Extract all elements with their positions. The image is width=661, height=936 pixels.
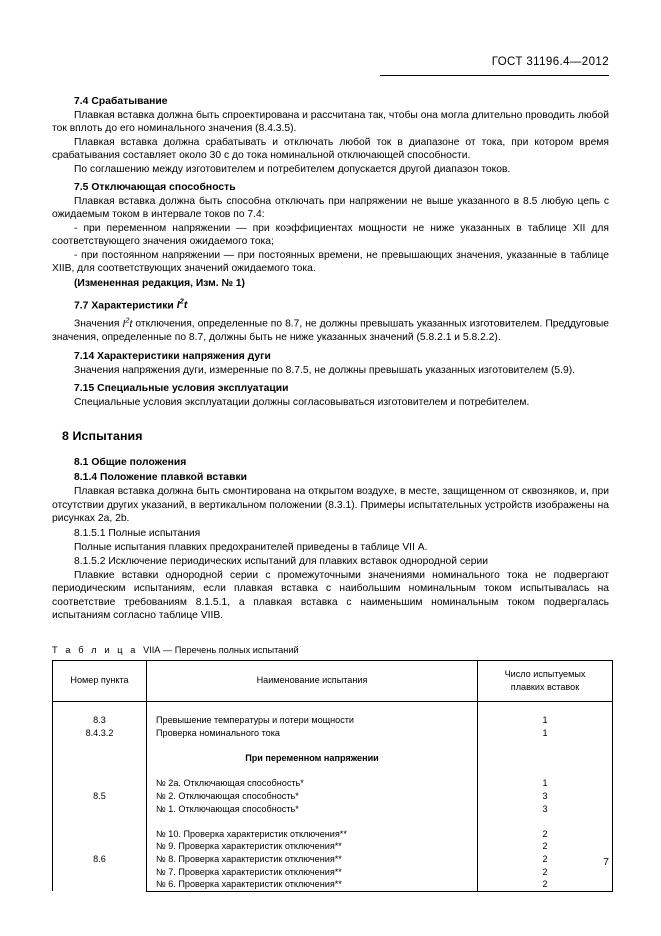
paragraph-7-14: Значения напряжения дуги, измеренные по 8.7.5, не должны превышать указанных изготовителем (5.9). <box>74 364 575 376</box>
table-caption <box>52 645 609 655</box>
table-row <box>53 727 613 740</box>
cell-test-name: Проверка номинального тока <box>147 727 478 740</box>
cell-fuse-count: 2 <box>478 853 613 866</box>
cell-test-name: № 2а. Отключающая способность* <box>147 777 478 790</box>
paragraph-7-5-2: - при переменном напряжении — при коэффициентах мощности не ниже указанных в таблице XII для соответствующего значения ожидаемого тока; <box>52 222 609 248</box>
table-caption-label: Т а б л и ц а <box>52 644 138 655</box>
clause-8-1-5-1: 8.1.5.1 Полные испытания <box>74 527 201 539</box>
table-spacer-row <box>53 701 613 714</box>
paragraph-7-7-after: отключения, определенные по 8.7, не должны превышать указанных изготовителем. Преддуговые значения, определенные по 8.7, должны быть не ниже указанных значений (5.8.2.1 и 5.8.2.2). <box>52 318 609 344</box>
paragraph-7-4-1: Плавкая вставка должна быть спроектирована и рассчитана так, чтобы она могла длительно проводить любой ток вплоть до его номинального значения (8.4.3.5). <box>52 110 609 135</box>
i2t-exponent: 2 <box>179 296 184 306</box>
column-header-fuse-count-line2: плавких вставок <box>510 681 580 692</box>
header-rule <box>380 75 609 76</box>
paragraph-8-1-5-2: Плавкие вставки однородной серии с промежуточными значениями номинального тока не подвергают периодическим испытаниям, если плавкая вставка с наибольшим номинальным током испытывалась на соответствие требованиям 8.1.5.1, а плавкая вставка с наименьшим номинальным током подвергалась испытаниям согласно таблице VIIВ. <box>52 569 609 622</box>
paragraph-8-1-5-1: Полные испытания плавких предохранителей приведены в таблице VII А. <box>74 541 428 553</box>
heading-7-5: 7.5 Отключающая способность <box>74 182 236 194</box>
standard-title: ГОСТ 31196.4—2012 <box>491 56 609 68</box>
column-header-test-name: Наименование испытания <box>147 660 478 701</box>
cell-test-name: № 8. Проверка характеристик отключения** <box>147 853 478 866</box>
cell-fuse-count: 2 <box>478 878 613 891</box>
cell-clause-number-8-6: 8.6 <box>53 828 147 891</box>
table-body <box>53 701 613 891</box>
i2t-symbol-inline <box>122 315 133 330</box>
spacer-cell-count <box>478 765 613 778</box>
column-header-clause-number: Номер пункта <box>53 660 147 701</box>
cell-fuse-count: 3 <box>478 802 613 815</box>
heading-7-7-prefix: 7.7 Характеристики <box>74 300 177 312</box>
table-row <box>53 714 613 727</box>
table-spacer-row <box>53 815 613 828</box>
table-row <box>53 777 613 790</box>
table-head <box>53 660 613 701</box>
cell-clause-number: 8.4.3.2 <box>53 727 147 740</box>
clause-8-1-5-2: 8.1.5.2 Исключение периодических испытаний для плавких вставок однородной серии <box>74 555 489 567</box>
cell-test-name: № 6. Проверка характеристик отключения** <box>147 878 478 891</box>
cell-fuse-count: 2 <box>478 828 613 841</box>
column-header-fuse-count <box>478 660 613 701</box>
heading-8-1: 8.1 Общие положения <box>74 457 187 469</box>
spacer-cell-count <box>478 739 613 752</box>
spacer-cell-name <box>147 815 478 828</box>
cell-fuse-count: 2 <box>478 865 613 878</box>
table-row <box>53 828 613 841</box>
heading-7-7 <box>52 297 609 311</box>
cell-test-name: № 2. Отключающая способность* <box>147 790 478 803</box>
spacer-cell-count <box>478 815 613 828</box>
table-caption-text: — Перечень полных испытаний <box>163 644 299 655</box>
cell-fuse-count: 1 <box>478 714 613 727</box>
cell-test-name: № 9. Проверка характеристик отключения** <box>147 840 478 853</box>
table-subheader-row <box>53 752 613 765</box>
cell-fuse-count: 2 <box>478 840 613 853</box>
paragraph-7-4-3: По соглашению между изготовителем и потребителем допускается другой диапазон токов. <box>74 163 511 175</box>
subheader-cell-empty-count <box>478 752 613 765</box>
paragraph-8-1-4: Плавкая вставка должна быть смонтирована на открытом воздухе, в месте, защищенном от сквозняков, и, при отсутствии других указаний, в вертикальном положении (8.3.1). Примеры испытательных устройств изображены на рисунках 2а, 2b. <box>52 486 609 525</box>
paragraph-7-7 <box>52 313 609 344</box>
i2t-tail-inline: t <box>129 318 133 330</box>
spacer-cell-name <box>147 739 478 752</box>
spacer-cell-name <box>147 701 478 714</box>
cell-test-name: № 10. Проверка характеристик отключения** <box>147 828 478 841</box>
column-header-fuse-count-line1: Число испытуемых <box>504 669 586 680</box>
heading-7-4: 7.4 Срабатывание <box>74 96 168 107</box>
cell-test-name: Превышение температуры и потери мощности <box>147 714 478 727</box>
page-header <box>309 56 609 68</box>
i2t-exponent-inline: 2 <box>125 315 130 325</box>
subheader-ac-voltage: При переменном напряжении <box>147 752 478 765</box>
spacer-cell-name <box>147 765 478 778</box>
table-caption-number: VIIА <box>143 644 161 655</box>
cell-clause-number: 8.3 <box>53 714 147 727</box>
spacer-cell-num <box>53 701 147 714</box>
subheader-cell-empty-num <box>53 752 147 765</box>
heading-7-15: 7.15 Специальные условия эксплуатации <box>74 382 289 394</box>
heading-7-14: 7.14 Характеристики напряжения дуги <box>74 350 271 362</box>
cell-fuse-count: 1 <box>478 777 613 790</box>
spacer-cell-count <box>478 701 613 714</box>
cell-test-name: № 7. Проверка характеристик отключения** <box>147 865 478 878</box>
heading-8-1-4: 8.1.4 Положение плавкой вставки <box>74 472 248 484</box>
paragraph-7-5-1: Плавкая вставка должна быть способна отключать при напряжении не выше указанного в 8.5 любую цепь с ожидаемым током в интервале токов по 7.4: <box>52 196 609 221</box>
i2t-symbol <box>176 296 188 312</box>
cell-fuse-count: 1 <box>478 727 613 740</box>
revision-note: (Измененная редакция, Изм. № 1) <box>74 278 245 290</box>
page-number: 7 <box>603 857 609 868</box>
i2t-base: I <box>176 300 180 312</box>
paragraph-7-15: Специальные условия эксплуатации должны согласовываться изготовителем и потребителем. <box>74 396 530 408</box>
table-header-row <box>53 660 613 701</box>
i2t-tail: t <box>183 300 188 312</box>
heading-8: 8 Испытания <box>62 429 143 444</box>
table-spacer-row <box>53 739 613 752</box>
full-tests-table <box>52 660 613 892</box>
spacer-cell-num <box>53 739 147 752</box>
spacer-cell-num <box>53 815 147 828</box>
i2t-base-inline: I <box>122 318 126 330</box>
cell-test-name: № 1. Отключающая способность* <box>147 802 478 815</box>
spacer-cell-num <box>53 765 147 778</box>
cell-clause-number-8-5: 8.5 <box>53 777 147 815</box>
cell-fuse-count: 3 <box>478 790 613 803</box>
paragraph-7-7-before: Значения <box>74 318 123 330</box>
paragraph-7-4-2: Плавкая вставка должна срабатывать и отключать любой ток в диапазоне от тока, при котором время срабатывания составляет около 30 с до тока номинальной отключающей способности. <box>52 136 609 162</box>
document-body <box>52 90 609 892</box>
paragraph-7-5-3: - при постоянном напряжении — при постоянных времени, не превышающих значения, указанные в таблице XIIВ, для соответствующих значений ожидаемого тока. <box>52 249 609 275</box>
table-spacer-row <box>53 765 613 778</box>
